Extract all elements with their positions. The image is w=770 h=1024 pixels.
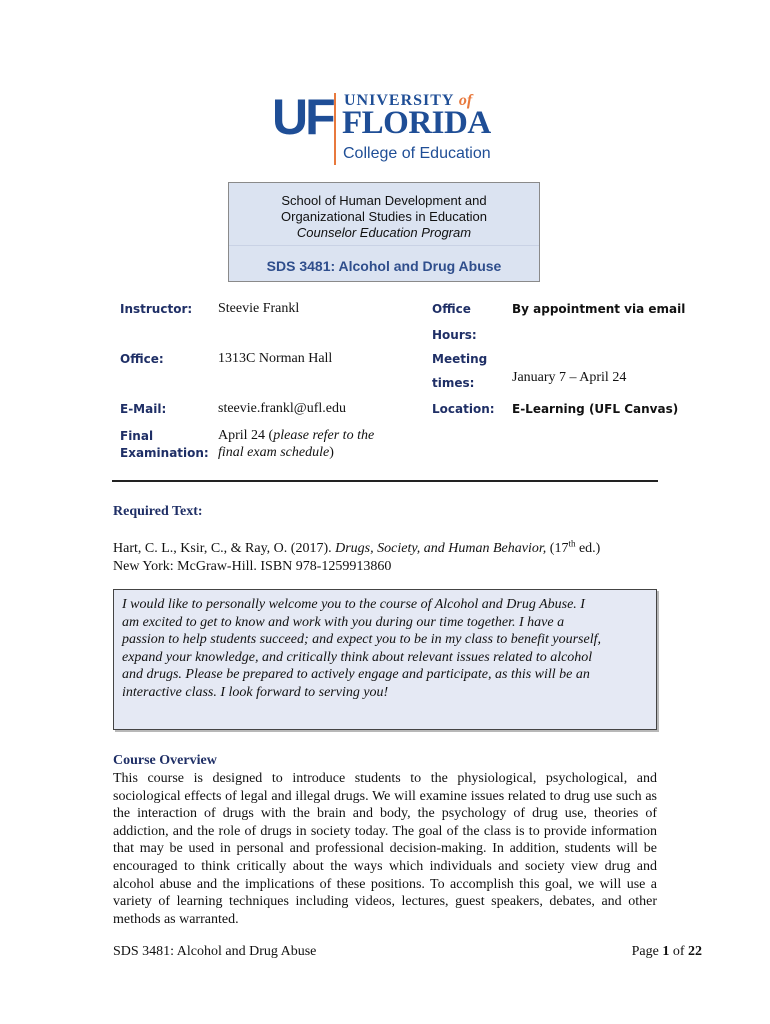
logo-divider — [334, 93, 336, 165]
final-exam-value-line-2 — [218, 444, 334, 462]
welcome-line: am excited to get to know and work with you during our time together. I have a — [122, 614, 565, 630]
course-header-box — [228, 182, 540, 282]
office-hours-label-line-2: Hours: — [432, 328, 477, 342]
logo-university-word: UNIVERSITY — [344, 92, 454, 109]
welcome-line: passion to help students succeed; and expect you to be in my class to benefit yourself, — [122, 632, 602, 648]
meeting-times-label-line-2: times: — [432, 376, 475, 390]
footer-of-word: of — [669, 944, 688, 959]
final-exam-schedule-link[interactable]: final exam schedule — [218, 445, 330, 460]
footer-page-word: Page — [631, 944, 663, 959]
course-title: SDS 3481: Alcohol and Drug Abuse — [266, 258, 502, 274]
required-text-citation-line-1 — [113, 540, 600, 558]
header-divider — [229, 245, 539, 246]
footer-total-pages: 22 — [688, 944, 702, 959]
final-exam-date: April 24 ( — [218, 428, 274, 443]
welcome-line: I would like to personally welcome you to the course of Alcohol and Drug Abuse. I — [122, 597, 585, 612]
final-exam-close-paren: ) — [329, 445, 334, 460]
office-label: Office: — [120, 352, 164, 366]
footer-course-name: SDS 3481: Alcohol and Drug Abuse — [113, 944, 317, 959]
course-overview-heading: Course Overview — [113, 753, 217, 768]
citation-edition-pre: (17 — [546, 541, 569, 556]
instructor-label: Instructor: — [120, 302, 193, 316]
welcome-line: interactive class. I look forward to serving you! — [122, 684, 389, 700]
citation-title: Drugs, Society, and Human Behavior, — [335, 541, 547, 556]
logo-florida: FLORIDA — [342, 105, 491, 141]
logo-uf-mark: UF — [272, 89, 333, 145]
footer-current-page: 1 — [662, 944, 670, 959]
school-name-line-1: School of Human Development and — [281, 193, 487, 208]
email-value[interactable]: steevie.frankl@ufl.edu — [218, 401, 346, 416]
meeting-times-label-line-1: Meeting — [432, 352, 488, 366]
final-exam-label-line-1: Final — [120, 429, 154, 443]
section-divider — [112, 480, 658, 482]
footer-page-number — [632, 943, 702, 961]
welcome-message — [122, 596, 652, 702]
meeting-times-value: January 7 – April 24 — [512, 370, 627, 385]
required-text-citation-line-2: New York: McGraw-Hill. ISBN 978-1259913860 — [113, 559, 392, 574]
citation-edition-sup: th — [568, 538, 576, 549]
welcome-line: and drugs. Please be prepared to actively engage and participate, as this will be an — [122, 667, 590, 683]
course-overview-text: This course is designed to introduce students to the physiological, psychological, and sociological effects of legal and illegal drugs. We will examine issues related to drug use such as the interaction of drugs with the brain and body, the psychology of drug use, theories of addiction, and the role of drugs in society today. The goal of the class is to provide information that may be used in personal and professional decision-making. In addition, students will be encouraged to think critically about the ways which individuals and society view drug and alcohol abuse and the implications of these positions. To accomplish this goal, we will use a variety of learning techniques including videos, lectures, guest speakers, debates, and other methods as warranted. — [113, 771, 657, 927]
location-value: E-Learning (UFL Canvas) — [512, 402, 679, 416]
email-label: E-Mail: — [120, 402, 167, 416]
required-text-heading: Required Text: — [113, 504, 203, 519]
uf-college-of-education-logo — [272, 89, 507, 168]
welcome-line: expand your knowledge, and critically think about relevant issues related to alcohol — [122, 649, 593, 665]
citation-edition-post: ed.) — [575, 541, 601, 556]
location-label: Location: — [432, 402, 495, 416]
final-exam-label-line-2: Examination: — [120, 446, 209, 460]
school-name-line-2: Organizational Studies in Education — [281, 209, 487, 224]
office-hours-label-line-1: Office — [432, 302, 471, 316]
office-hours-value: By appointment via email — [512, 302, 686, 316]
office-value: 1313C Norman Hall — [218, 351, 333, 366]
logo-college: College of Education — [343, 145, 491, 162]
final-exam-value-line-1 — [218, 427, 374, 445]
logo-of-word: of — [458, 92, 473, 109]
citation-authors: Hart, C. L., Ksir, C., & Ray, O. (2017). — [113, 541, 336, 556]
welcome-message-box — [113, 589, 657, 730]
final-exam-note-1: please refer to the — [273, 428, 375, 443]
instructor-value: Steevie Frankl — [218, 301, 300, 316]
program-name: Counselor Education Program — [296, 225, 472, 240]
